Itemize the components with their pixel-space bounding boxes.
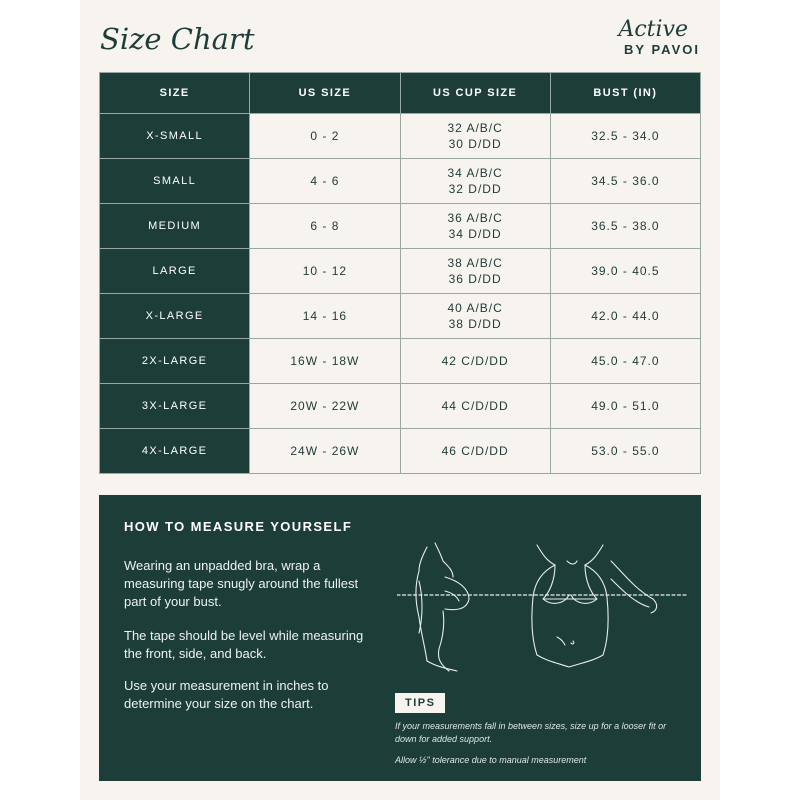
measure-heading: HOW TO MEASURE YOURSELF xyxy=(124,519,353,534)
cup-size-cell xyxy=(400,159,550,204)
header-size: SIZE xyxy=(100,73,250,114)
cup-size-line: 44 C/D/DD xyxy=(441,399,509,413)
size-label-cell: LARGE xyxy=(100,249,250,294)
size-label-cell: SMALL xyxy=(100,159,250,204)
table-row xyxy=(100,429,701,474)
tips-badge: TIPS xyxy=(395,693,445,713)
us-size-cell: 16W - 18W xyxy=(250,339,400,384)
cup-size-line: 34 A/B/C xyxy=(447,166,503,180)
bust-cell: 34.5 - 36.0 xyxy=(550,159,700,204)
cup-size-cell xyxy=(400,204,550,249)
cup-size-line: 30 D/DD xyxy=(448,137,502,151)
header-us-size: US SIZE xyxy=(250,73,400,114)
cup-size-cell xyxy=(400,294,550,339)
bust-cell: 45.0 - 47.0 xyxy=(550,339,700,384)
table-row xyxy=(100,294,701,339)
size-table xyxy=(99,72,701,474)
cup-size-line: 42 C/D/DD xyxy=(441,354,509,368)
size-label-cell: 2X-LARGE xyxy=(100,339,250,384)
size-label-cell: MEDIUM xyxy=(100,204,250,249)
size-label-cell: 3X-LARGE xyxy=(100,384,250,429)
page-title: Size Chart xyxy=(100,22,255,56)
table-row xyxy=(100,249,701,294)
table-row xyxy=(100,159,701,204)
size-table-body xyxy=(100,114,701,474)
cup-size-cell xyxy=(400,249,550,294)
cup-size-line: 32 D/DD xyxy=(448,182,502,196)
bust-cell: 49.0 - 51.0 xyxy=(550,384,700,429)
tip-tolerance: Allow ½" tolerance due to manual measurement xyxy=(395,755,587,765)
us-size-cell: 20W - 22W xyxy=(250,384,400,429)
table-row xyxy=(100,114,701,159)
measure-step-1: Wearing an unpadded bra, wrap a measuring tape snugly around the fullest part of your bust. xyxy=(124,558,359,609)
us-size-cell: 10 - 12 xyxy=(250,249,400,294)
cup-size-line: 34 D/DD xyxy=(448,227,502,241)
us-size-cell: 14 - 16 xyxy=(250,294,400,339)
bust-cell: 39.0 - 40.5 xyxy=(550,249,700,294)
cup-size-line: 32 A/B/C xyxy=(447,121,503,135)
cup-size-line: 36 A/B/C xyxy=(447,211,503,225)
cup-size-line: 46 C/D/DD xyxy=(441,444,509,458)
size-label-cell: X-LARGE xyxy=(100,294,250,339)
us-size-cell: 24W - 26W xyxy=(250,429,400,474)
brand-script: Active xyxy=(618,17,688,42)
size-label-cell: X-SMALL xyxy=(100,114,250,159)
table-row xyxy=(100,384,701,429)
front-view-figure-icon xyxy=(532,545,657,667)
header-us-cup-size: US CUP SIZE xyxy=(400,73,550,114)
table-row xyxy=(100,204,701,249)
brand-logo xyxy=(618,18,700,57)
side-view-figure-icon xyxy=(416,543,469,671)
table-row xyxy=(100,339,701,384)
bust-cell: 36.5 - 38.0 xyxy=(550,204,700,249)
measuring-illustration xyxy=(397,537,687,687)
brand-subtitle: BY PAVOI xyxy=(624,42,700,57)
us-size-cell: 4 - 6 xyxy=(250,159,400,204)
bust-cell: 53.0 - 55.0 xyxy=(550,429,700,474)
cup-size-cell xyxy=(400,429,550,474)
cup-size-line: 36 D/DD xyxy=(448,272,502,286)
header-bust: BUST (IN) xyxy=(550,73,700,114)
cup-size-cell xyxy=(400,114,550,159)
cup-size-line: 38 D/DD xyxy=(448,317,502,331)
measure-step-3: Use your measurement in inches to determine your size on the chart. xyxy=(124,678,329,711)
us-size-cell: 0 - 2 xyxy=(250,114,400,159)
cup-size-cell xyxy=(400,384,550,429)
table-header-row xyxy=(100,73,701,114)
cup-size-line: 38 A/B/C xyxy=(447,256,503,270)
size-chart-card xyxy=(80,0,720,800)
measure-step-2: The tape should be level while measuring the front, side, and back. xyxy=(124,628,364,661)
us-size-cell: 6 - 8 xyxy=(250,204,400,249)
bust-cell: 42.0 - 44.0 xyxy=(550,294,700,339)
measure-panel xyxy=(99,495,701,781)
cup-size-line: 40 A/B/C xyxy=(447,301,503,315)
tip-between-sizes: If your measurements fall in between sizes, size up for a looser fit or down for added support. xyxy=(395,721,667,744)
size-label-cell: 4X-LARGE xyxy=(100,429,250,474)
bust-cell: 32.5 - 34.0 xyxy=(550,114,700,159)
cup-size-cell xyxy=(400,339,550,384)
